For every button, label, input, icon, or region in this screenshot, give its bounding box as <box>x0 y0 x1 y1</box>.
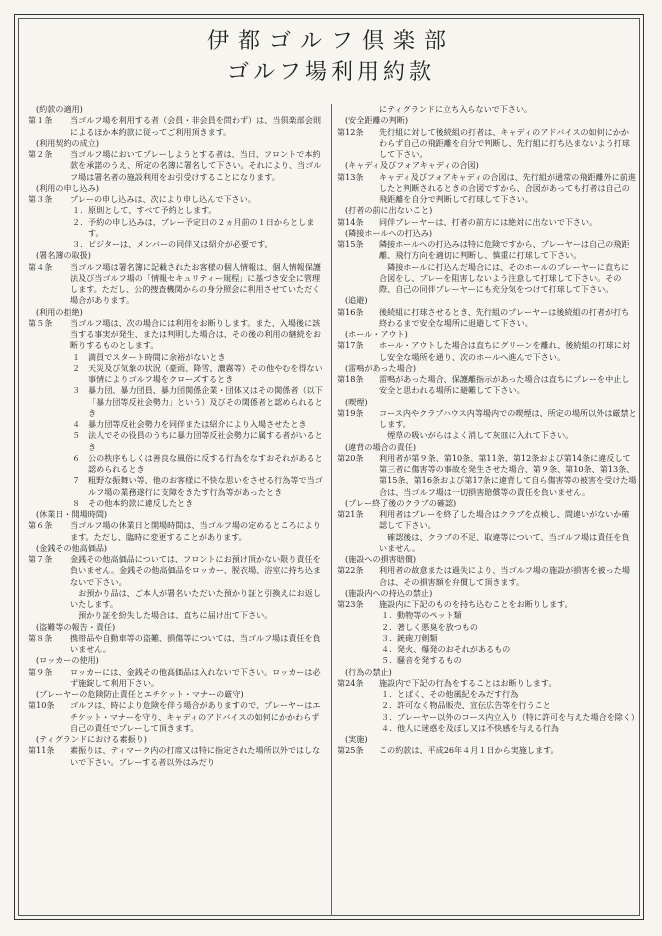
article-number: 第20条 <box>337 452 364 463</box>
list-item-number: ２ <box>72 362 81 373</box>
list-item-number: ４. <box>381 722 392 733</box>
list-item-number: ６ <box>72 452 81 463</box>
article-text: 当ゴルフ場を利用する者（会員・非会員を問わず）は、当倶楽部会則によるほか本約款に従ってご利用頂きます。 <box>70 115 321 137</box>
article-text: 隣接ホールへの打込みは特に危険ですから、プレーヤーは自己の飛距離、飛行方向を適切に判断し、慎重に打球して下さい。 <box>379 239 630 261</box>
article <box>28 194 326 205</box>
section-heading: (プレーヤーの危険防止責任とエチケット・マナーの厳守) <box>36 689 244 699</box>
article-text: コース内やクラブハウス内等場内での喫煙は、所定の場所以外は厳禁とします。 <box>379 407 637 429</box>
article-text: 当ゴルフ場は署名簿に記載されたお客様の個人情報は、個人情報保護法及び当ゴルフ場の「情報セキュリティー規程」に基づき安全に管理します。ただし、公的捜査機関からの身分照会に利用させていただく場合があります。 <box>70 261 321 306</box>
list-item-number: ５ <box>72 430 81 441</box>
article-number: 第６条 <box>28 520 53 531</box>
list-item <box>28 419 326 430</box>
article-number: 第15条 <box>337 239 364 249</box>
article-text: 当ゴルフ場においてプレーしようとする者は、当日、フロントで本約款を承諾のうえ、所定の名簿に署名して下さい。それにより、当ゴルフ場は署名者の施設利用をお引受けすることになります。 <box>70 149 322 182</box>
article-text: ホール・アウトした場合は直ちにグリーンを離れ、後続組の打球に対し安全な場所を通り、次のホールへ進んで下さい。 <box>379 340 631 362</box>
list-item <box>337 644 637 655</box>
section-heading: (署名簿の取扱) <box>36 250 91 261</box>
section-heading: (休業日・開場時間) <box>36 509 108 519</box>
section-heading: (打者の前に出ないこと) <box>345 205 433 216</box>
article <box>28 520 326 543</box>
article-number: 第９条 <box>28 666 53 677</box>
article-number: 第22条 <box>337 565 364 576</box>
section-heading: (隣接ホールへの打込み) <box>345 227 433 238</box>
section-heading: (違背の場合の責任) <box>345 441 417 452</box>
article <box>28 667 326 690</box>
section-heading: (安全距離の判断) <box>345 115 408 126</box>
article <box>28 633 326 656</box>
article-text: ロッカーには、金銭その他高価品は入れないで下さい。ロッカーは必ず施錠して利用下さい。 <box>70 666 321 688</box>
list-item-number: ４. <box>381 644 392 654</box>
list-item <box>337 610 637 621</box>
list-item-text: 原則として、すべて予約とします。 <box>88 205 217 216</box>
article <box>337 408 637 431</box>
list-item-number: ２. <box>381 621 392 632</box>
article-number: 第14条 <box>337 216 364 227</box>
list-item-text: ビジターは、メンバーの同伴又は紹介が必要です。 <box>88 239 273 249</box>
section-heading: (喫煙) <box>345 396 368 407</box>
article-text: ゴルフは、時により危険を伴う場合がありますので、プレーヤーはエチケット・マナーを守り、キャディのアドバイスの如何にかかわらず自己の責任でプレーして頂きます。 <box>70 700 321 733</box>
list-item <box>28 430 326 453</box>
article <box>337 239 637 262</box>
section-heading: (実施) <box>345 734 368 744</box>
club-name: 伊都ゴルフ倶楽部 <box>206 29 455 54</box>
section-heading: (施設内への持込の禁止) <box>345 587 433 598</box>
article-paragraph: 確認後は、クラブの不足、取違等について、当ゴルフ場は責任を負いません。 <box>379 531 630 553</box>
list-item-text: 天災及び気象の状況（豪雨、降雪、濃霧等）その他やむを得ない事情によりゴルフ場をクローズするとき <box>88 362 323 384</box>
article-text: 携帯品や自動車等の盗難、損傷等については、当ゴルフ場は責任を負いません。 <box>70 632 321 654</box>
list-item-text: 許可なく物品販売、宣伝広告等を行うこと <box>397 700 551 711</box>
list-item <box>337 700 637 711</box>
list-item <box>337 655 637 666</box>
article <box>337 745 637 756</box>
article-text: 同伴プレーヤーは、打者の前方には絶対に出ないで下さい。 <box>379 216 598 227</box>
list-item <box>337 633 637 644</box>
article-number: 第12条 <box>337 126 364 137</box>
list-item <box>28 217 326 240</box>
article-text: 当ゴルフ場の休業日と開場時間は、当ゴルフ場の定めるところによります。ただし、臨時に変更することがあります。 <box>70 520 321 542</box>
list-item-number: ３ <box>72 385 81 396</box>
list-item <box>337 622 637 633</box>
article-number: 第11条 <box>28 745 55 756</box>
article <box>337 340 637 363</box>
document-header <box>0 28 662 88</box>
article-text: 雷鳴があった場合、保護離指示があった場合は直ちにプレーを中止し安全と思われる場所に避難して下さい。 <box>379 374 630 396</box>
article-number: 第４条 <box>28 261 53 272</box>
list-item <box>28 498 326 509</box>
list-item <box>337 723 637 734</box>
article-number: 第２条 <box>28 149 53 159</box>
article <box>28 554 326 588</box>
list-item-text: 銃砲刀剣類 <box>397 632 438 643</box>
list-item-text: 満員でスタート時間に余裕がないとき <box>88 351 226 362</box>
article-paragraph: お預かり品は、ご本人が署名いただいた預かり証と引換えにお返しいたします。 <box>70 587 321 609</box>
list-item-number: ３. <box>72 239 83 249</box>
list-item <box>28 385 326 419</box>
list-item-number: １. <box>72 205 83 216</box>
section-heading: (プレー終了後のクラブの確認) <box>345 497 457 508</box>
right-column <box>337 104 640 757</box>
article <box>28 149 326 183</box>
article-paragraph: 預かり証を紛失した場合は、直ちに届け出て下さい。 <box>78 610 273 621</box>
section-heading: (盗難等の報告・責任) <box>36 621 116 632</box>
section-heading: (利用の拒絶) <box>36 306 83 317</box>
article-text: 利用者の故意または過失により、当ゴルフ場の施設が損害を被った場合は、その損害額を弁償して頂きます。 <box>379 565 630 587</box>
section-heading: (施設への損害賠償) <box>345 554 417 564</box>
article-text: 後続組に打球させるとき、先行組のプレーヤーは後続組の打者が打ち終わるまで安全な場所に退避して下さい。 <box>379 306 630 328</box>
article <box>337 509 637 532</box>
article-text: 金銭その他高価品については、フロントにお預け頂かない限り責任を負いません。金銭その他高価品をロッカー、脱衣場、浴室に持ち込まないで下さい。 <box>70 554 321 587</box>
list-item-text: その他本約款に違反したとき <box>88 497 194 508</box>
article-text: 先行組に対して後続組の打者は、キャディのアドバイスの如何にかかわらず自己の飛距離を自分で判断し、先行組に打ち込まないよう打球して下さい。 <box>379 126 630 159</box>
list-item <box>28 475 326 498</box>
list-item <box>337 711 640 723</box>
left-column <box>28 104 326 768</box>
article-paragraph: 煙草の吸いがらはよく消して灰皿に入れて下さい。 <box>387 430 574 441</box>
section-heading: (金銭その他高価品) <box>36 542 108 553</box>
article <box>28 745 326 768</box>
article-number: 第13条 <box>337 171 364 182</box>
article-number: 第18条 <box>337 374 364 384</box>
list-item-number: １. <box>381 610 392 621</box>
list-item-number: ２. <box>381 700 392 711</box>
list-item-number: ７ <box>72 475 81 486</box>
article <box>337 127 637 161</box>
section-heading: (行為の禁止) <box>345 666 392 677</box>
article-text: プレーの申し込みは、次により申し込んで下さい。 <box>70 194 256 204</box>
section-heading: (約款の適用) <box>36 104 83 114</box>
list-item-number: ４ <box>72 419 81 429</box>
article <box>337 217 637 228</box>
section-heading: (利用の申し込み) <box>36 182 99 193</box>
list-item-number: ２. <box>72 216 83 227</box>
article <box>337 172 637 206</box>
list-item-number: １. <box>381 689 392 699</box>
article-paragraph: 隣接ホールに打込んだ場合には、そのホールのプレーヤーに直ちに合図をし、プレーを阻害しないよう注意して打球して下さい。その際、自己の同伴プレーヤーにも充分気をつけて打球して下さい。 <box>379 261 630 294</box>
list-item <box>28 363 326 386</box>
list-item-text: 動物等のペット類 <box>397 610 462 621</box>
article-number: 第17条 <box>337 340 364 351</box>
article-text: 施設内で下記の行為をすることはお断りします。 <box>379 677 557 688</box>
document-title: ゴルフ場利用約款 <box>226 60 435 85</box>
list-item <box>337 689 637 700</box>
article-number: 第３条 <box>28 194 53 204</box>
article-text: 利用者はプレーを終了した場合はクラブを点検し、間違いがないか確認して下さい。 <box>379 509 630 531</box>
list-item-text: 発火、爆発のおそれがあるもの <box>397 644 511 654</box>
article-number: 第19条 <box>337 407 364 418</box>
article-number: 第23条 <box>337 599 364 609</box>
list-item <box>28 205 326 216</box>
article <box>337 374 637 397</box>
list-item-number: ５. <box>381 655 392 666</box>
article-number: 第８条 <box>28 632 53 643</box>
article-text: 当ゴルフ場は、次の場合には利用をお断りします。また、入場後に該当する事実が発生、または判明した場合は、その後の利用の継続をお断りするものとします。 <box>70 317 321 351</box>
article-number: 第21条 <box>337 509 364 519</box>
list-item <box>28 352 326 363</box>
list-item-text: 予約の申し込みは、プレー予定日の２ヵ月前の１日からとします。 <box>88 216 315 238</box>
list-item-text: 他人に迷惑を及ぼし又は不快感を与える行為 <box>397 722 559 733</box>
article-number: 第16条 <box>337 306 364 317</box>
section-heading: (利用契約の成立) <box>36 137 99 148</box>
list-item-text: 騒音を発するもの <box>397 655 462 666</box>
list-item-text: 公の秩序もしくは善良な風俗に反する行為をなすおそれがあると認められるとき <box>88 452 323 474</box>
article-text: この約款は、平成26年４月１日から実施します。 <box>379 745 559 756</box>
article-number: 第25条 <box>337 745 364 756</box>
section-heading: (追避) <box>345 295 368 306</box>
article-text: 素振りは、ティマーク内の打席又は特に指定された場所以外ではしないで下さい。プレーする者以外はみだり <box>70 745 321 767</box>
article <box>28 318 326 352</box>
list-item <box>28 239 326 250</box>
article <box>337 565 637 588</box>
section-heading: (ホール・アウト) <box>345 329 408 339</box>
article-number: 第10条 <box>28 700 55 711</box>
article-number: 第24条 <box>337 677 364 688</box>
article-text: 施設内に下記のものを持ち込むことをお断りします。 <box>379 599 573 609</box>
article-continuation: にティグランドに立ち入らないで下さい。 <box>379 104 533 114</box>
article <box>28 262 326 307</box>
section-heading: (ロッカーの使用) <box>36 655 99 666</box>
article <box>28 700 326 734</box>
section-heading: (キャディ及びフォアキャディの合図) <box>345 160 479 171</box>
list-item-number: ３. <box>381 632 392 643</box>
section-heading: (雷鳴があった場合) <box>345 362 416 373</box>
column-divider <box>331 104 332 916</box>
article-text: 利用者が第９条、第10条、第11条、第12条および第14条に違反して第三者に傷害等の事故を発生させた場合、第９条、第10条、第13条、第15条、第16条および第17条に違背して自ら傷害等の被害を受けた場合は、当ゴルフ場は一切損害賠償等の責任を負いません。 <box>379 452 637 497</box>
list-item-text: 暴力団等反社会勢力を同伴または紹介により入場させたとき <box>88 419 307 429</box>
list-item-number: １ <box>72 351 81 362</box>
list-item-text: 粗野な振舞い等、他のお客様に不快な思いをさせる行為等で当ゴルフ場の業務遂行に支障をきたす行為等があったとき <box>88 475 323 497</box>
list-item-number: ８ <box>72 497 81 508</box>
article <box>337 453 637 498</box>
article <box>337 307 637 330</box>
article <box>337 599 637 610</box>
list-item <box>28 453 326 476</box>
article <box>28 115 326 138</box>
list-item-text: とばく、その他風紀をみだす行為 <box>397 689 519 699</box>
list-item-text: プレーヤー以外のコース内立入り（特に許可を与えた場合を除く） <box>397 711 640 722</box>
list-item-number: ３. <box>381 711 392 722</box>
article-text: キャディ及びフォアキャディの合図は、先行組が通常の飛距離外に前進したと判断されるときの合図ですから、合図があっても打者は自己の飛距離を自分で判断して打球して下さい。 <box>379 171 636 204</box>
section-heading: (ティグランドにおける素振り) <box>36 734 147 744</box>
list-item-text: 法人でその役員のうちに暴力団等反社会勢力に属する者がいるとき <box>88 430 323 452</box>
list-item-text: 暴力団、暴力団員、暴力団関係企業・団体又はその関係者（以下「暴力団等反社会勢力」という）及びその関係者と認められるとき <box>88 385 323 418</box>
article <box>337 678 637 689</box>
article-number: 第１条 <box>28 115 53 126</box>
article-number: 第７条 <box>28 554 53 564</box>
list-item-text: 著しく悪臭を放つもの <box>397 621 478 632</box>
article-number: 第５条 <box>28 317 53 328</box>
